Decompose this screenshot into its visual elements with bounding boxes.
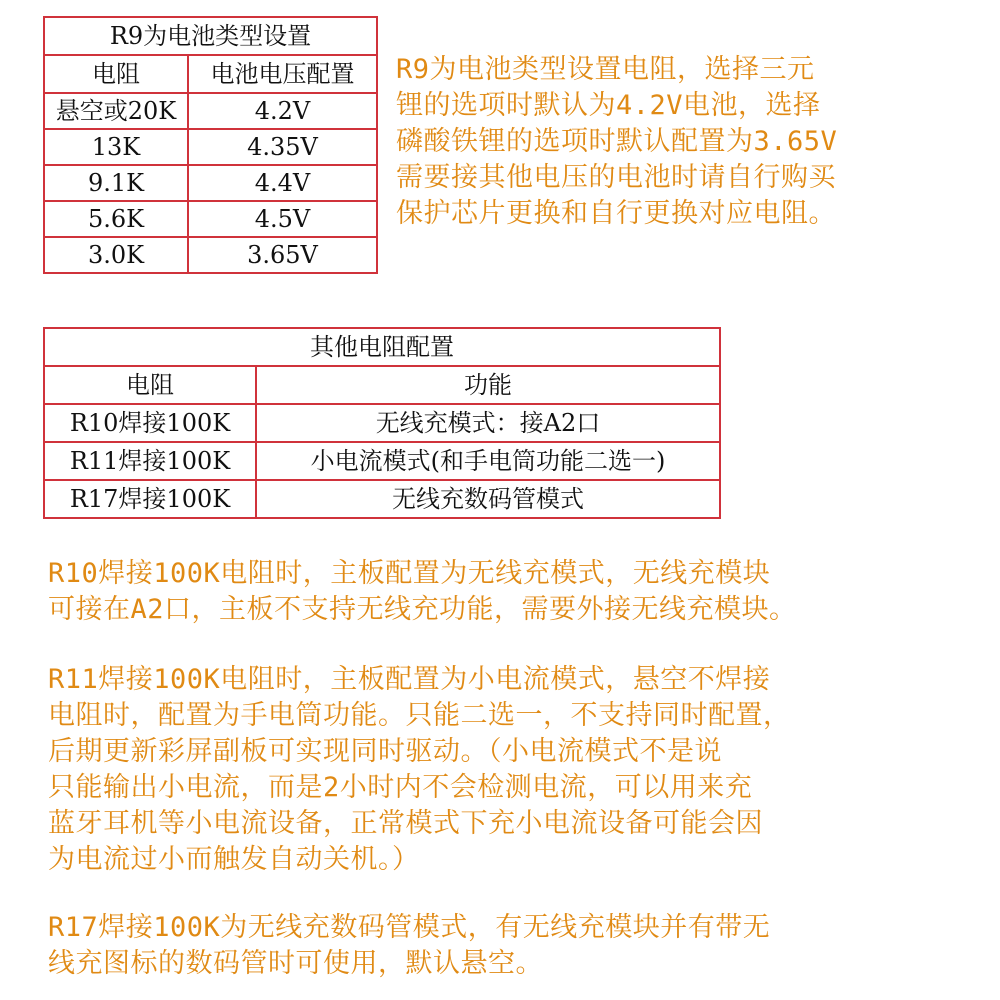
- voltage-cell: 4.35V: [188, 129, 377, 165]
- note-line: 可接在A2口，主板不支持无线充功能，需要外接无线充模块。: [48, 594, 797, 625]
- resistor-cell: 3.0K: [44, 237, 188, 273]
- voltage-cell: 4.5V: [188, 201, 377, 237]
- resistor-cell: 5.6K: [44, 201, 188, 237]
- r17-note: [48, 910, 770, 982]
- table-row: [44, 237, 377, 273]
- function-cell: 无线充模式：接A2口: [256, 404, 720, 442]
- note-line: R11焊接100K电阻时，主板配置为小电流模式，悬空不焊接: [48, 664, 771, 695]
- resistor-cell: R10焊接100K: [44, 404, 256, 442]
- table-row: [44, 404, 720, 442]
- note-line: R9为电池类型设置电阻，选择三元: [396, 54, 815, 85]
- voltage-cell: 3.65V: [188, 237, 377, 273]
- note-line: 磷酸铁锂的选项时默认配置为3.65V: [396, 126, 838, 157]
- table-row: [44, 442, 720, 480]
- note-line: 后期更新彩屏副板可实现同时驱动。（小电流模式不是说: [48, 736, 722, 767]
- table-row: [44, 93, 377, 129]
- note-line: 电阻时，配置为手电筒功能。只能二选一，不支持同时配置，: [48, 700, 791, 731]
- note-line: 线充图标的数码管时可使用，默认悬空。: [48, 948, 543, 979]
- table-row: [44, 201, 377, 237]
- resistor-cell: R11焊接100K: [44, 442, 256, 480]
- battery-type-table: [43, 16, 378, 274]
- resistor-cell: 13K: [44, 129, 188, 165]
- column-header-function: 功能: [256, 366, 720, 404]
- note-line: 只能输出小电流，而是2小时内不会检测电流，可以用来充: [48, 772, 753, 803]
- function-cell: 小电流模式(和手电筒功能二选一): [256, 442, 720, 480]
- note-line: 保护芯片更换和自行更换对应电阻。: [396, 198, 836, 229]
- note-line: 锂的选项时默认为4.2V电池，选择: [396, 90, 821, 121]
- r10-note: [48, 556, 797, 628]
- table-row: [44, 480, 720, 518]
- voltage-cell: 4.2V: [188, 93, 377, 129]
- column-header-resistor: 电阻: [44, 55, 188, 93]
- column-header-voltage: 电池电压配置: [188, 55, 377, 93]
- resistor-cell: R17焊接100K: [44, 480, 256, 518]
- r11-note: [48, 662, 791, 878]
- other-resistor-table: [43, 327, 721, 519]
- note-line: R10焊接100K电阻时，主板配置为无线充模式，无线充模块: [48, 558, 771, 589]
- note-line: 需要接其他电压的电池时请自行购买: [396, 162, 836, 193]
- column-header-resistor: 电阻: [44, 366, 256, 404]
- table-row: [44, 129, 377, 165]
- resistor-cell: 9.1K: [44, 165, 188, 201]
- table-title: R9为电池类型设置: [44, 17, 377, 55]
- note-line: 蓝牙耳机等小电流设备，正常模式下充小电流设备可能会因: [48, 808, 763, 839]
- table-title: 其他电阻配置: [44, 328, 720, 366]
- function-cell: 无线充数码管模式: [256, 480, 720, 518]
- note-line: R17焊接100K为无线充数码管模式，有无线充模块并有带无: [48, 912, 771, 943]
- table-row: [44, 165, 377, 201]
- battery-setting-note: [396, 52, 837, 232]
- voltage-cell: 4.4V: [188, 165, 377, 201]
- resistor-cell: 悬空或20K: [44, 93, 188, 129]
- note-line: 为电流过小而触发自动关机。）: [48, 844, 420, 875]
